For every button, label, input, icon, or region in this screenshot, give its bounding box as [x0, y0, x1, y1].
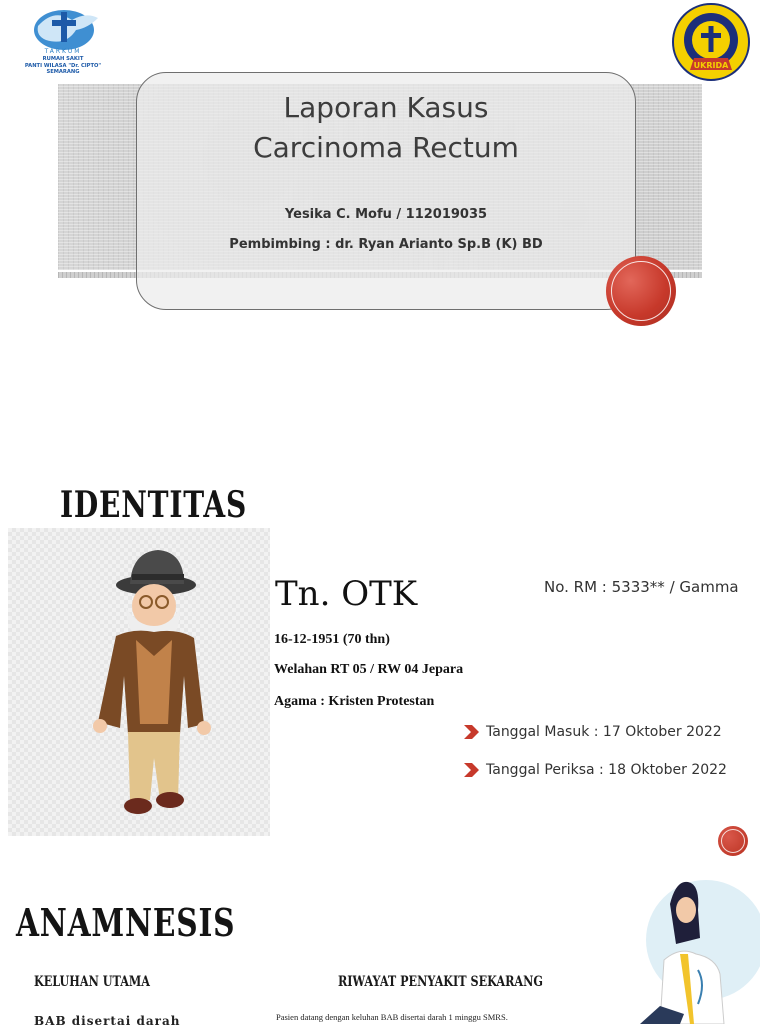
patient-dob: 16-12-1951 (70 thn): [274, 632, 390, 647]
doctor-icon: [620, 874, 760, 1024]
decorative-red-dot: [718, 826, 748, 856]
admission-date: Tanggal Masuk : 17 Oktober 2022: [486, 724, 722, 740]
patient-religion: Agama : Kristen Protestan: [274, 694, 435, 709]
patient-illustration: [8, 528, 270, 836]
title-card: [136, 72, 636, 310]
keluhan-text: BAB disertai darah: [34, 1014, 181, 1028]
medical-record-number: No. RM : 5333** / Gamma: [544, 578, 739, 596]
identitas-heading: IDENTITAS: [60, 484, 248, 526]
hospital-ring-text: TARKUM: [44, 48, 82, 55]
patient-name: Tn. OTK: [275, 574, 418, 614]
author-line: Yesika C. Mofu / 112019035: [284, 207, 488, 222]
admission-date-row: [462, 722, 722, 742]
riwayat-heading: RIWAYAT PENYAKIT SEKARANG: [338, 974, 543, 990]
old-man-icon: [8, 528, 270, 836]
hospital-logo: [14, 4, 112, 88]
hospital-line-3: SEMARANG: [46, 69, 80, 75]
decorative-red-circle: [606, 256, 676, 326]
identity-slide: [0, 470, 768, 870]
doctor-illustration: [620, 874, 760, 1024]
keluhan-utama-heading: KELUHAN UTAMA: [34, 974, 150, 990]
ukrida-banner-text: UKRIDA: [693, 61, 729, 70]
anamnesis-heading: ANAMNESIS: [16, 900, 236, 945]
riwayat-text: Pasien datang dengan keluhan BAB disertai darah 1 minggu SMRS.: [276, 1012, 508, 1022]
chevron-right-icon: [462, 761, 480, 779]
hospital-line-1: RUMAH SAKIT: [42, 56, 84, 62]
advisor-line: Pembimbing : dr. Ryan Arianto Sp.B (K) BD: [229, 237, 543, 252]
hospital-line-2: PANTI WILASA "Dr. CIPTO": [24, 62, 102, 69]
ukrida-seal-icon: [670, 2, 752, 84]
title-line-2: Carcinoma Rectum: [253, 131, 519, 164]
dove-cross-icon: [28, 6, 100, 52]
exam-date: Tanggal Periksa : 18 Oktober 2022: [486, 762, 727, 778]
chevron-right-icon: [462, 723, 480, 741]
exam-date-row: [462, 760, 727, 780]
hospital-name: [14, 56, 112, 76]
anamnesis-slide: [0, 870, 768, 1028]
title-line-1: Laporan Kasus: [283, 91, 489, 124]
patient-address: Welahan RT 05 / RW 04 Jepara: [274, 662, 464, 677]
university-logo: [670, 2, 752, 84]
title-slide: [0, 0, 768, 400]
